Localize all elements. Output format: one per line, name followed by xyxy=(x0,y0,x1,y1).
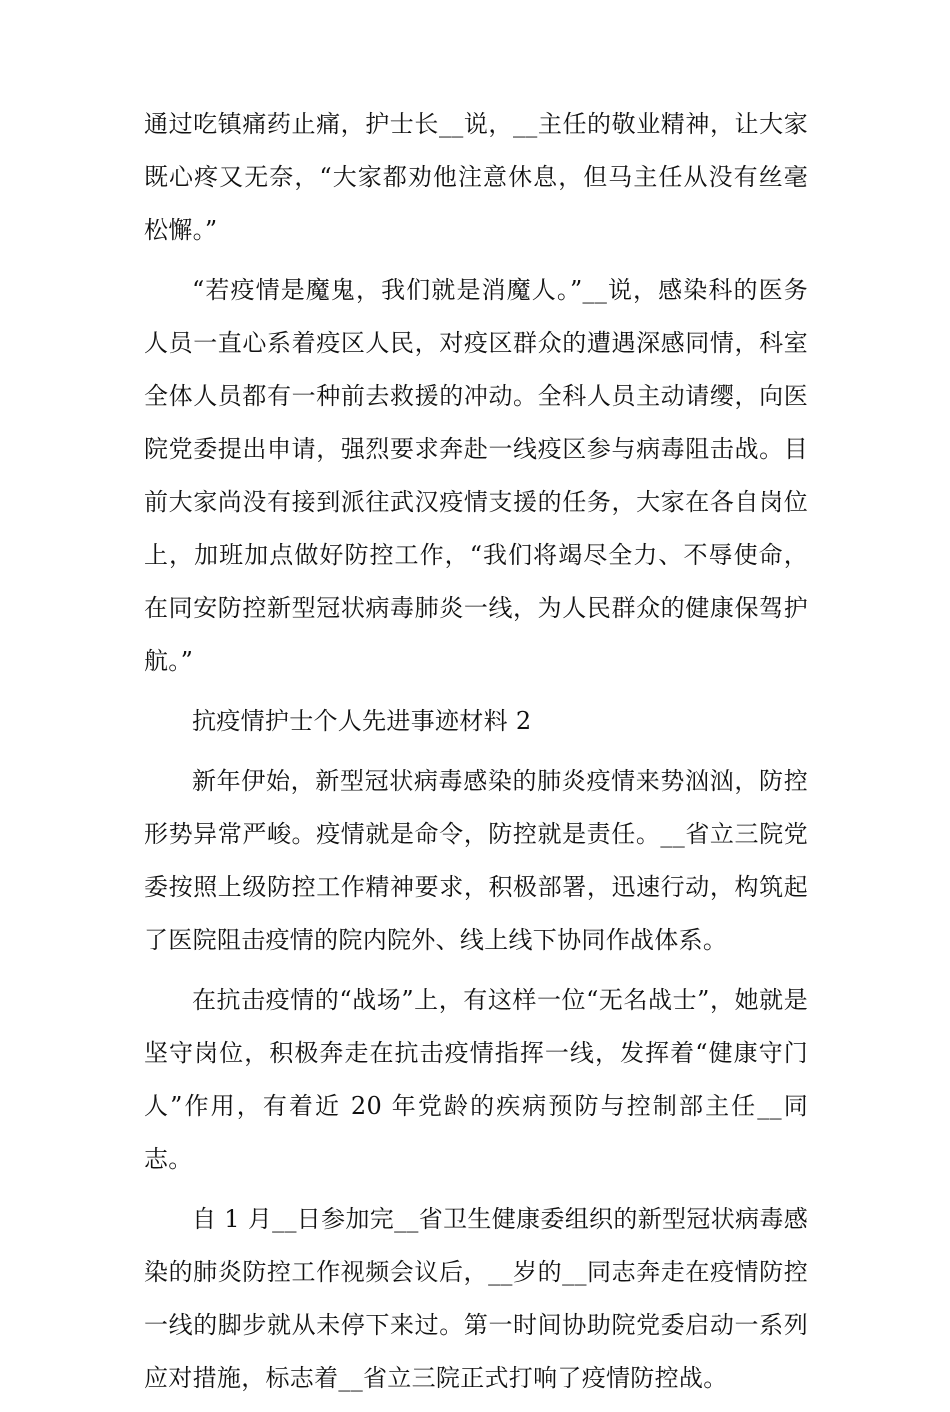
paragraph-january: 自 1 月__日参加完__省卫生健康委组织的新型冠状病毒感染的肺炎防控工作视频会议后，__岁的__同志奔走在疫情防控一线的脚步就从未停下来过。第一时间协助院党委启动一系列应对措施，标志着__省立三院正式打响了疫情防控战。 xyxy=(144,1205,808,1392)
section-title: 抗疫情护士个人先进事迹材料 2 xyxy=(192,707,532,735)
paragraph-continued: 通过吃镇痛药止痛，护士长__说，__主任的敬业精神，让大家既心疼又无奈，“大家都劝他注意休息，但马主任从没有丝毫松懈。” xyxy=(144,110,808,244)
paragraph-quote-demon: “若疫情是魔鬼，我们就是消魔人。”__说，感染科的医务人员一直心系着疫区人民，对疫区群众的遭遇深感同情，科室全体人员都有一种前去救援的冲动。全科人员主动请缨，向医院党委提出申请，强烈要求奔赴一线疫区参与病毒阻击战。目前大家尚没有接到派往武汉疫情支援的任务，大家在各自岗位上，加班加点做好防控工作，“我们将竭尽全力、不辱使命，在同安防控新型冠状病毒肺炎一线，为人民群众的健康保驾护航。” xyxy=(144,276,808,675)
paragraph-new-year: 新年伊始，新型冠状病毒感染的肺炎疫情来势汹汹，防控形势异常严峻。疫情就是命令，防控就是责任。__省立三院党委按照上级防控工作精神要求，积极部署，迅速行动，构筑起了医院阻击疫情的院内院外、线上线下协同作战体系。 xyxy=(144,767,808,954)
document-body xyxy=(144,98,808,1412)
paragraph-battlefield: 在抗击疫情的“战场”上，有这样一位“无名战士”，她就是坚守岗位，积极奔走在抗击疫情指挥一线，发挥着“健康守门人”作用，有着近 20 年党龄的疾病预防与控制部主任__同志。 xyxy=(144,986,808,1173)
